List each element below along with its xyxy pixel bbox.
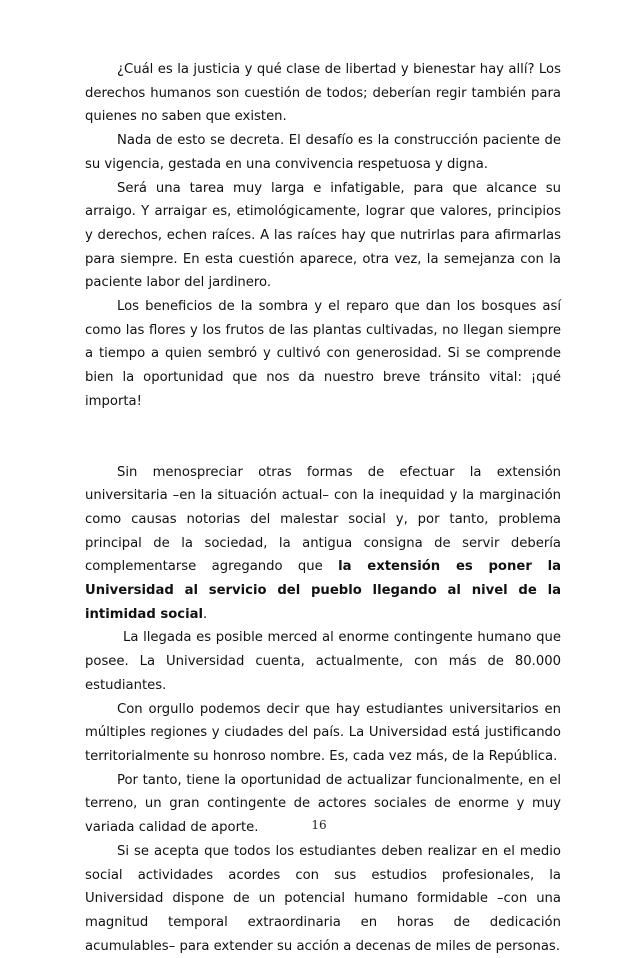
paragraph-extension — [85, 461, 561, 627]
paragraph-oportunidad: Por tanto, tiene la oportunidad de actualizar funcionalmente, en el terreno, un gran contingente de actores sociales de enorme y muy variada calidad de aporte. — [85, 772, 561, 836]
paragraph-orgullo: Con orgullo podemos decir que hay estudiantes universitarios en múltiples regiones y ciudades del país. La Universidad está justificando territorialmente su honroso nombre. Es, cada vez más, de la República. — [85, 701, 561, 764]
paragraph-extension-end: . — [203, 606, 208, 622]
paragraph-llegada: La llegada es posible merced al enorme contingente humano que posee. La Universidad cuenta, actualmente, con más de 80.000 estudiantes. — [85, 630, 561, 693]
extension-definition-bold: la extensión es poner la Universidad al servicio del pueblo llegando al nivel de la intimidad social — [85, 559, 561, 622]
paragraph-beneficios: Los beneficios de la sombra y el reparo que dan los bosques así como las flores y los frutos de las plantas cultivadas, no llegan siempre a tiempo a quien sembró y cultivó con generosidad. Si se comprende bien la oportunidad que nos da nuestro breve tránsito vital: ¡qué importa! — [85, 299, 561, 409]
paragraph-decreto: Nada de esto se decreta. El desafío es la construcción paciente de su vigencia, gestada en una convivencia respetuosa y digna. — [85, 133, 561, 172]
paragraph-estudiantes: Si se acepta que todos los estudiantes deben realizar en el medio social actividades acordes con sus estudios profesionales, la Universidad dispone de un potencial humano formidable –con una magnitud temporal extraordinaria en horas de dedicación acumulables– para extender su acción a decenas de miles de personas. — [85, 843, 561, 954]
section-gap — [85, 414, 561, 461]
paragraph-justicia: ¿Cuál es la justicia y qué clase de libertad y bienestar hay allí? Los derechos humanos son cuestión de todos; deberían regir también para quienes no saben que existen. — [85, 62, 561, 125]
paragraph-extension-text: Sin menospreciar otras formas de efectuar la extensión universitaria –en la situación actual– con la inequidad y la marginación como causas notorias del malestar social y, por tanto, problema principal de la sociedad, la antigua consigna de servir debería complementarse agregando que — [85, 464, 561, 575]
page-number: 16 — [311, 818, 327, 832]
paragraph-arraigo: Será una tarea muy larga e infatigable, para que alcance su arraigo. Y arraigar es, etimológicamente, lograr que valores, principios y derechos, echen raíces. A las raíces hay que nutrirlas para afirmarlas para siempre. En esta cuestión aparece, otra vez, la semejanza con la paciente labor del jardinero. — [85, 180, 561, 291]
